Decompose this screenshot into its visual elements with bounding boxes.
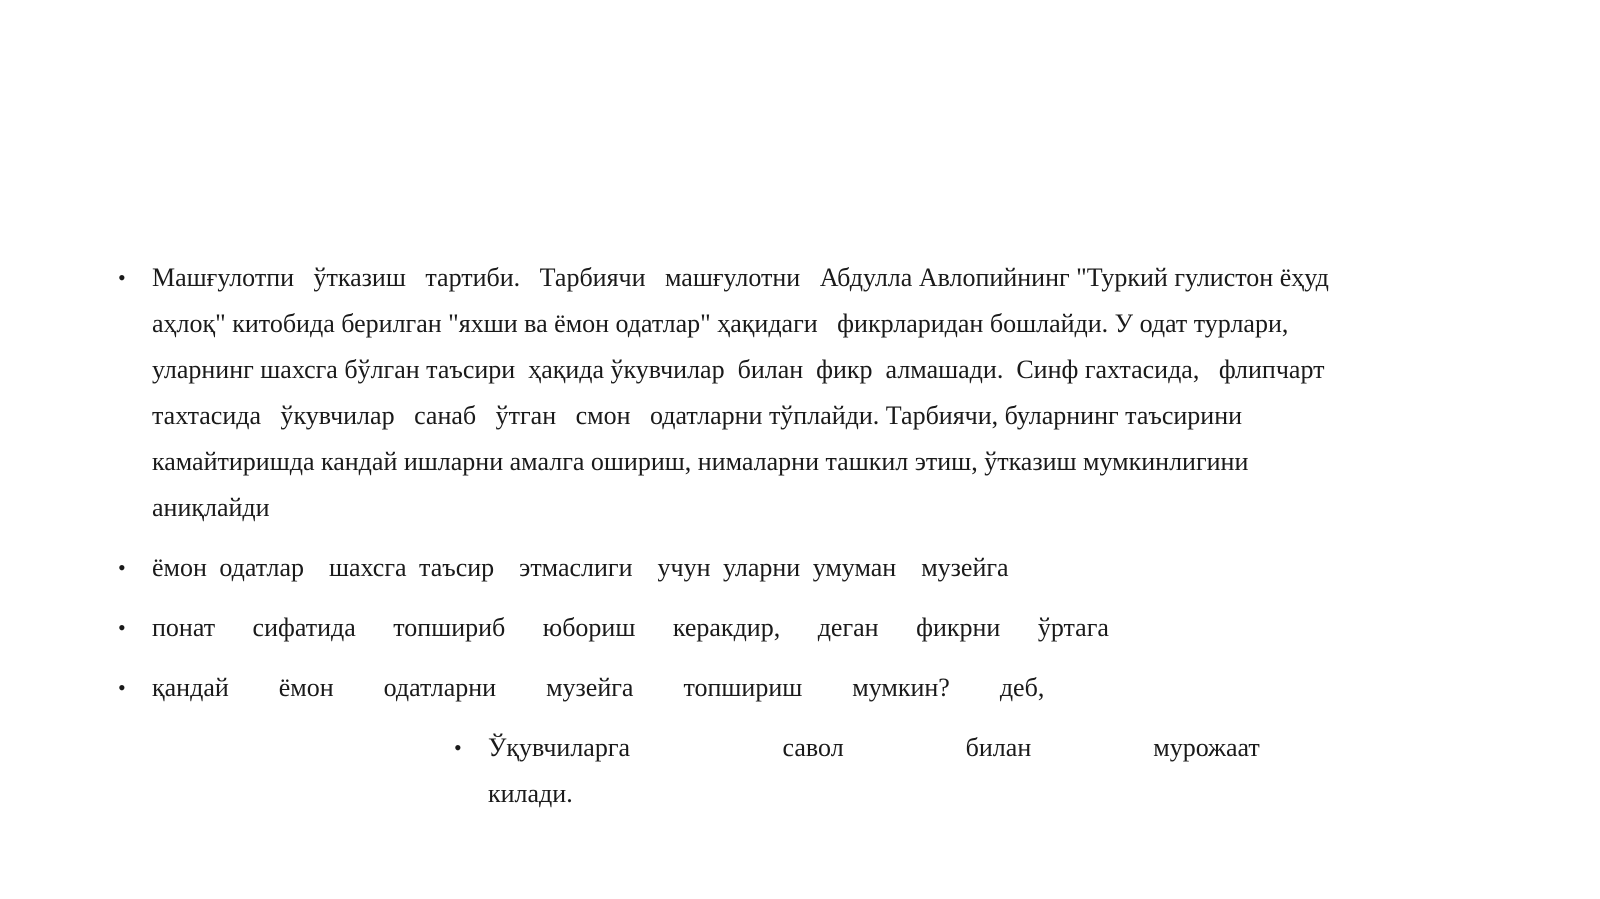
bullet-text: қандай ёмон одатларни музейга топшириш мумкин? деб, — [152, 673, 1045, 702]
bullet-item-2 — [118, 545, 1458, 591]
bullet-text-line: камайтиришда кандай ишларни амалга ошириш, нималарни ташкил этиш, ўтказиш мумкинлигини — [152, 447, 1249, 476]
bullet-item-4 — [118, 665, 1458, 711]
bullet-dot: • — [118, 615, 126, 640]
bullet-text-line: аниқлайди — [152, 493, 270, 522]
bullet-dot: • — [118, 265, 126, 290]
bullet-list — [118, 255, 1458, 808]
bullet-text: ёмон одатлар шахсга таъсир этмаслиги учун уларни умуман музейга — [152, 553, 1009, 582]
bullet-text: Ўқувчиларга савол билан мурожаат килади. — [488, 733, 1382, 808]
bullet-item-1 — [118, 255, 1458, 531]
bullet-text-line: аҳлоқ" китобида берилган "яхши ва ёмон одатлар" ҳақидаги фикрларидан бошлайди. У одат турлари, — [152, 309, 1289, 338]
bullet-dot: • — [118, 675, 126, 700]
bullet-text: понат сифатида топшириб юбориш керакдир, деган фикрни ўртага — [152, 613, 1109, 642]
bullet-item-3 — [118, 605, 1458, 651]
bullet-text-line: Машғулотпи ўтказиш тартиби. Тарбиячи машғулотни Абдулла Авлопийнинг "Туркий гулистон ёҳуд — [152, 263, 1329, 292]
bullet-item-5 — [454, 725, 1458, 817]
bullet-text-line: тахтасида ўкувчилар санаб ўтган смон одатларни тўплайди. Тарбиячи, буларнинг таъсирини — [152, 401, 1243, 430]
bullet-dot: • — [118, 555, 126, 580]
bullet-text-line: уларнинг шахсга бўлган таъсири ҳақида ўкувчилар билан фикр алмашади. Синф гахтасида, флипчарт — [152, 355, 1325, 384]
bullet-dot: • — [454, 735, 462, 760]
